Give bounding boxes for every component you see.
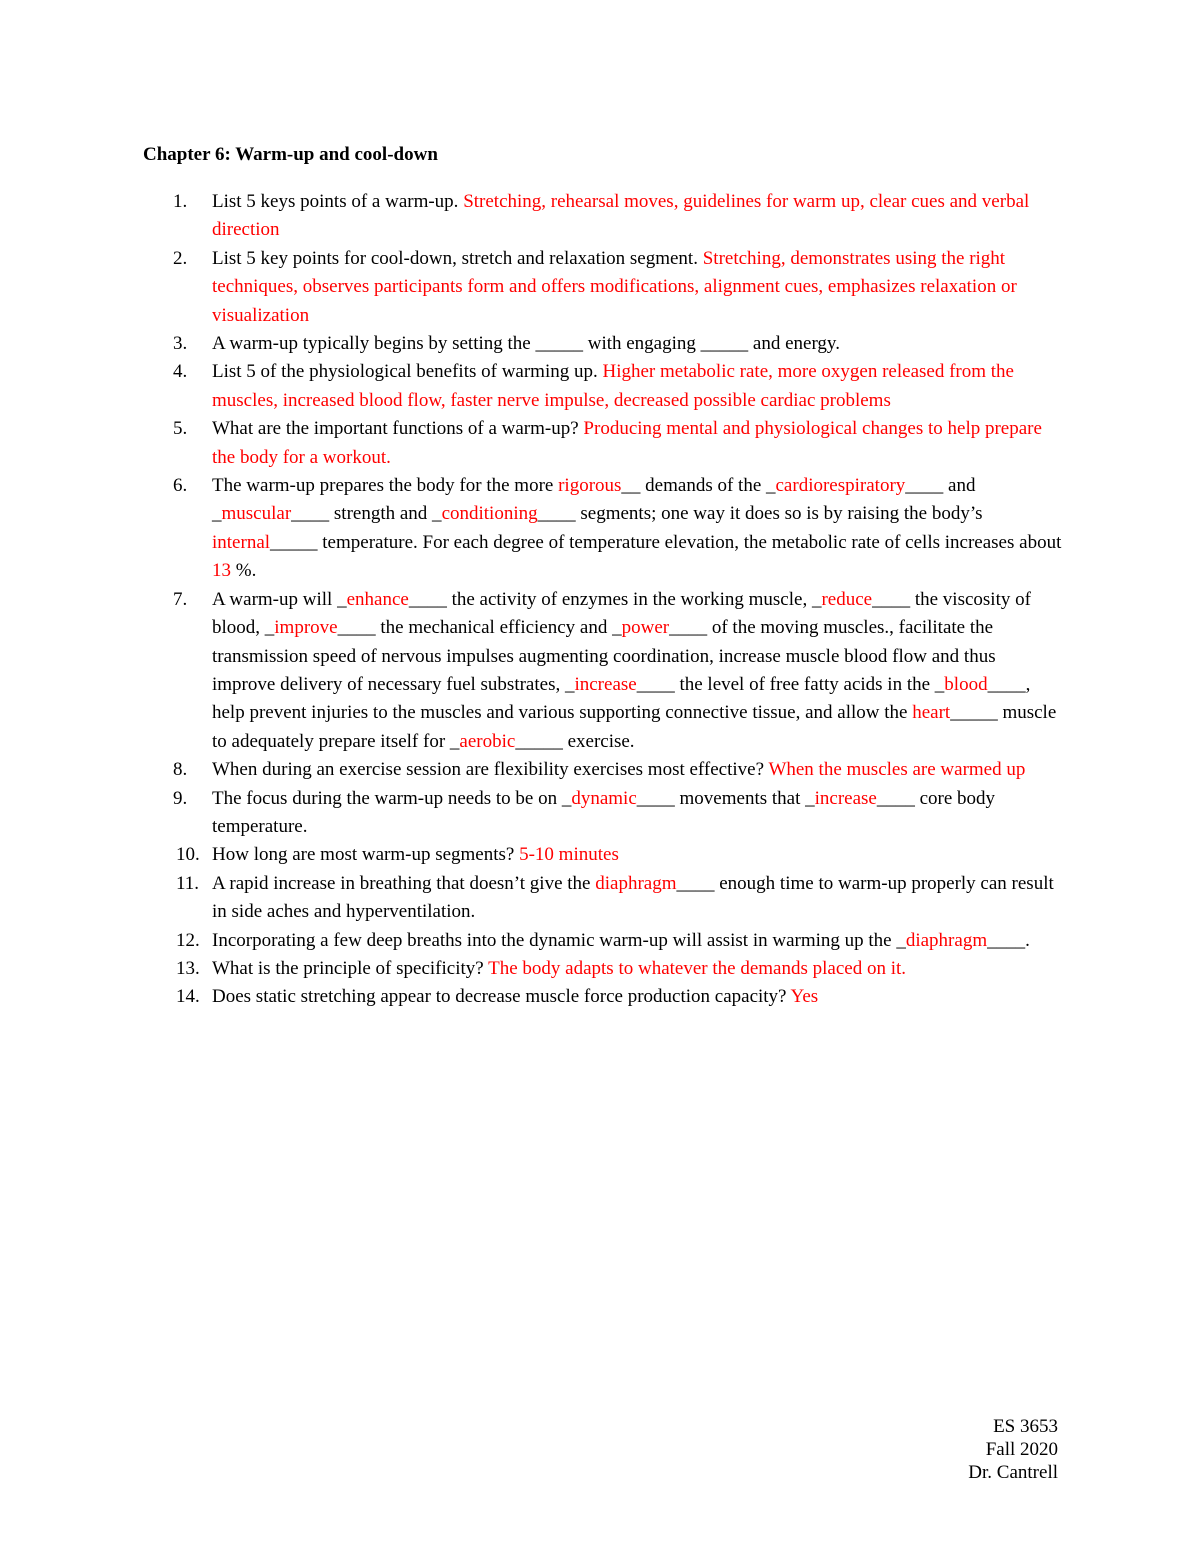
question-item (143, 188, 1063, 245)
question-item (143, 870, 1063, 927)
question-text: %. (231, 560, 257, 582)
question-text: A rapid increase in breathing that doesn’t give the (212, 872, 596, 894)
answer-text: dynamic (571, 787, 637, 809)
question-number: 9. (173, 787, 188, 809)
question-text: A warm-up typically begins by setting the _____ with engaging _____ and energy. (212, 333, 840, 355)
answer-text: power (621, 617, 670, 639)
question-item (143, 841, 1063, 869)
question-text: _____ temperature. For each degree of temperature elevation, the metabolic rate of cells increases about (270, 531, 1062, 553)
course-term: Fall 2020 (985, 1439, 1058, 1460)
answer-text: When the muscles are warmed up (768, 759, 1026, 781)
question-text: ____. (987, 929, 1030, 951)
question-number: 12. (176, 929, 200, 951)
question-list (143, 188, 1063, 1012)
answer-text: enhance (346, 588, 409, 610)
question-number: 3. (173, 333, 188, 355)
question-text: The warm-up prepares the body for the more (212, 475, 559, 497)
question-number: 6. (173, 475, 188, 497)
question-text: Incorporating a few deep breaths into the dynamic warm-up will assist in warming up the _ (212, 929, 906, 951)
answer-text: reduce (821, 588, 873, 610)
question-text: ____ strength and _ (291, 503, 442, 525)
answer-text: The body adapts to whatever the demands placed on it. (488, 957, 906, 979)
question-text: List 5 keys points of a warm-up. (212, 191, 464, 212)
question-text: What is the principle of specificity? (212, 957, 489, 979)
answer-text: diaphragm (595, 872, 677, 894)
question-number: 1. (173, 191, 188, 212)
question-number: 4. (173, 361, 188, 383)
question-item (143, 955, 1063, 983)
answer-text: aerobic (459, 730, 516, 752)
question-number: 14. (176, 986, 200, 1008)
question-text: The focus during the warm-up needs to be on _ (212, 787, 572, 809)
answer-text: cardiorespiratory (775, 475, 906, 497)
answer-text: Yes (790, 986, 819, 1008)
question-text: When during an exercise session are flexibility exercises most effective? (212, 759, 769, 781)
question-text: What are the important functions of a warm-up? (212, 418, 584, 440)
answer-text: diaphragm (905, 929, 988, 951)
question-item (143, 983, 1063, 1011)
answer-text: conditioning (441, 503, 538, 525)
answer-text: Stretching, demonstrates using the right techniques, observes participants form and offers modifications, alignment cues, emphasizes relaxation or visualization (212, 247, 1017, 326)
answer-text: Higher metabolic rate, more oxygen released from the muscles, increased blood flow, faster nerve impulse, decreased possible cardiac problems (212, 361, 1014, 411)
answer-text: 5-10 minutes (519, 844, 619, 866)
instructor-name: Dr. Cantrell (968, 1462, 1058, 1483)
question-item (143, 927, 1063, 955)
answer-text: blood (944, 673, 988, 695)
answer-text: heart (912, 702, 951, 724)
answer-text: increase (574, 673, 637, 695)
question-text: ____ the level of free fatty acids in the _ (636, 673, 945, 695)
question-item (143, 330, 1063, 358)
answer-text: 13 (212, 560, 231, 582)
question-text: A warm-up will _ (212, 588, 347, 610)
question-item (143, 785, 1063, 842)
answer-text: muscular (221, 503, 292, 525)
question-text: List 5 key points for cool-down, stretch and relaxation segment. (212, 247, 703, 269)
answer-text: rigorous (558, 475, 622, 497)
question-item (143, 756, 1063, 784)
question-text: ____ movements that _ (636, 787, 815, 809)
question-text: __ demands of the _ (621, 475, 776, 497)
answer-text: internal (212, 531, 271, 553)
question-text: _____ exercise. (515, 730, 635, 752)
question-text: Does static stretching appear to decrease muscle force production capacity? (212, 986, 791, 1008)
question-text: ____ of the moving muscles., facilitate the transmission speed of nervous impulses augmenting coordination, increase muscle blood flow and thus improve delivery of necessary fuel substrates, _ (212, 617, 996, 695)
question-text: ____ enough time to warm-up properly can result in side aches and hyperventilation. (212, 872, 1054, 923)
course-code: ES 3653 (993, 1416, 1058, 1437)
question-number: 7. (173, 588, 188, 610)
question-item (143, 245, 1063, 330)
question-text: How long are most warm-up segments? (212, 844, 520, 866)
question-text: ____ the activity of enzymes in the working muscle, _ (408, 588, 822, 610)
question-text: ____ the viscosity of blood, _ (212, 588, 1031, 639)
answer-text: improve (274, 617, 338, 639)
question-number: 13. (176, 957, 200, 979)
question-text: ____ segments; one way it does so is by raising the body’s (537, 503, 983, 525)
question-text: ____, help prevent injuries to the muscles and various supporting connective tissue, and allow the (212, 673, 1031, 724)
question-text: ____ core body temperature. (212, 787, 996, 837)
question-text: ____ the mechanical efficiency and _ (337, 617, 622, 639)
question-number: 11. (176, 872, 200, 894)
answer-text: increase (814, 787, 877, 809)
course-info (968, 1415, 1058, 1484)
question-number: 8. (173, 759, 188, 781)
question-text: ____ and _ (212, 475, 976, 525)
question-number: 5. (173, 418, 188, 440)
question-number: 10. (176, 844, 200, 866)
question-number: 2. (173, 247, 188, 269)
chapter-title: Chapter 6: Warm-up and cool-down (143, 144, 438, 165)
answer-text: Producing mental and physiological changes to help prepare the body for a workout. (212, 418, 1042, 468)
question-item (143, 415, 1063, 472)
question-text: _____ muscle to adequately prepare itself for _ (212, 702, 1057, 752)
answer-text: Stretching, rehearsal moves, guidelines for warm up, clear cues and verbal direction (212, 191, 1030, 241)
question-text: List 5 of the physiological benefits of warming up. (212, 361, 603, 383)
question-item (143, 586, 1063, 756)
question-item (143, 358, 1063, 415)
question-item (143, 472, 1063, 586)
